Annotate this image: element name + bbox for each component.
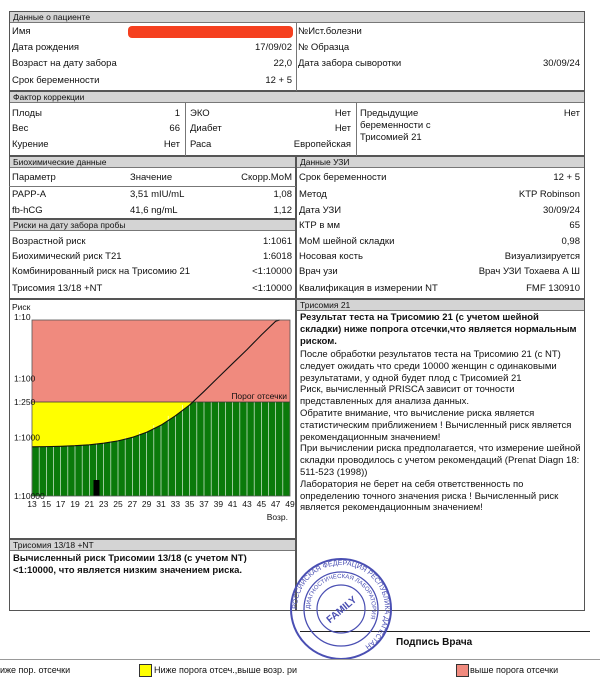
redaction-mark [128, 26, 293, 38]
legend-green-label: иже пор. отсечки [0, 665, 71, 675]
x-tick-label: 27 [127, 499, 138, 509]
uzi-row-label: Квалификация в измерении NT [299, 283, 438, 294]
uzi-row-value: 0,98 [561, 236, 580, 247]
risk-label: Комбинированный риск на Трисомию 21 [12, 266, 191, 277]
prev-value: Нет [563, 108, 580, 119]
race-value: Европейская [293, 139, 351, 150]
x-tick-label: 21 [84, 499, 95, 509]
x-tick-label: 43 [242, 499, 252, 509]
biochem-row-value: 3,51 mIU/mL [130, 189, 185, 200]
ivf-value: Нет [334, 108, 351, 119]
weight-value: 66 [169, 123, 180, 134]
correction-header: Фактор коррекции [10, 92, 584, 103]
age-label: Возраст на дату забора [12, 58, 117, 69]
stamp-center-text: FAMILY [324, 594, 360, 626]
risk-value: <1:10000 [252, 283, 292, 294]
x-tick-label: 39 [213, 499, 224, 509]
signature-label: Подпись Врача [396, 637, 473, 648]
uzi-row-label: Срок беременности [299, 172, 387, 183]
legend-red-label: выше порога отсечки [470, 665, 559, 675]
biochem-col-param: Параметр [12, 172, 56, 183]
stamp-ring-text: РОССИЙСКАЯ ФЕДЕРАЦИЯ РЕСПУБЛИКА ДАГЕСТАН [291, 559, 391, 651]
trisomy21-header: Трисомия 21 [297, 300, 584, 311]
dob-label: Дата рождения [12, 42, 80, 53]
ga-label: Срок беременности [12, 75, 100, 86]
t1318-text: Вычисленный риск Трисомии 13/18 (с учетом NT) <1:10000, что является низким значением риска. [13, 553, 247, 576]
biochem-row-param: PAPP-A [12, 189, 47, 200]
x-tick-label: 25 [113, 499, 123, 509]
smoking-value: Нет [163, 139, 180, 150]
x-tick-label: 17 [55, 499, 66, 509]
uzi-row-label: КТР в мм [299, 220, 341, 231]
trisomy21-body: После обработки результатов теста на Трисомию 21 (с NT) следует ожидать что среди 10000 женщин с одинаковыми результатами, у одной будет плод с Трисомией 21 Риск, вычисленный PRISCA зависит от точности представленных для анализа данных. Обратите внимание, что вычисление риска является статистическим приближением ! Вычисленный риск является рекомендационным значением! При вычислении риска предполагается, что измерение шейной складки проводилось с учетом рекомендаций (Prenat Diagn 18: 511-523 (1998)) Лаборатория не берет на себя ответственность по определению точного значения риска ! Вычисленный риск является рекомендационным значением! [300, 349, 581, 514]
uzi-row-label: Метод [299, 189, 327, 200]
dob-value: 17/09/02 [255, 42, 292, 53]
serum-date-value: 30/09/24 [543, 58, 580, 69]
uzi-row-label: Врач узи [299, 266, 338, 277]
x-tick-label: 47 [270, 499, 281, 509]
risk-value: <1:10000 [252, 266, 292, 277]
stamp-inner-text: ДИАГНОСТИЧЕСКАЯ ЛАБОРАТОРИЯ [305, 573, 377, 620]
y-tick-label: 1:10 [14, 312, 31, 322]
risk-chart [10, 310, 295, 538]
trisomy21-title: Результат теста на Трисомию 21 (с учетом шейной складки) ниже попрога отсечки,что является нормальным риском. [300, 312, 577, 347]
x-axis-label: Возр. [266, 512, 288, 522]
x-tick-label: 31 [156, 499, 166, 509]
legend-yellow-label: Ниже порога отсеч.,выше возр. ри [154, 665, 297, 675]
risk-value: 1:1061 [262, 236, 292, 247]
lab-stamp [288, 556, 394, 662]
ivf-label: ЭКО [190, 108, 210, 119]
x-tick-label: 49 [285, 499, 295, 509]
x-tick-label: 19 [70, 499, 80, 509]
serum-date-label: Дата забора сыворотки [298, 58, 402, 69]
legend-red-swatch [456, 664, 469, 677]
uzi-row-value: KTP Robinson [518, 189, 580, 200]
uzi-row-value: 30/09/24 [543, 205, 580, 216]
risks-header: Риски на дату забора пробы [10, 220, 295, 231]
x-tick-label: 37 [199, 499, 209, 509]
risk-value: 1:6018 [262, 251, 292, 262]
sample-label: № Образца [298, 42, 350, 53]
biochem-row-mom: 1,12 [273, 205, 292, 216]
biochem-row-mom: 1,08 [273, 189, 292, 200]
diabetes-label: Диабет [190, 123, 222, 134]
biochem-col-value: Значение [130, 172, 173, 183]
biochem-header: Биохимические данные [10, 157, 295, 168]
patient-header: Данные о пациенте [10, 12, 584, 23]
biochem-row-param: fb-hCG [12, 205, 43, 216]
prev-label-3: Трисомией 21 [360, 132, 422, 143]
y-tick-label: 1:250 [14, 397, 36, 408]
cutoff-label: Порог отсечки [231, 391, 287, 402]
x-tick-label: 15 [41, 499, 52, 509]
diabetes-value: Нет [334, 123, 351, 134]
case-label: №Ист.болезни [298, 26, 362, 37]
risk-label: Биохимический риск T21 [12, 251, 122, 262]
x-tick-label: 29 [141, 499, 152, 509]
uzi-row-value: Врач УЗИ Тохаева А Ш [478, 266, 580, 277]
uzi-row-value: 12 + 5 [553, 172, 580, 183]
x-tick-label: 45 [256, 499, 267, 509]
uzi-row-label: Носовая кость [299, 251, 363, 262]
y-tick-label: 1:1000 [14, 432, 40, 443]
race-label: Раса [190, 139, 212, 150]
t1318-header: Трисомия 13/18 +NT [10, 540, 295, 551]
legend-yellow-swatch [139, 664, 152, 677]
risk-label: Трисомия 13/18 +NT [12, 283, 103, 294]
uzi-row-value: Визуализируется [504, 251, 580, 262]
x-tick-label: 35 [184, 499, 195, 509]
x-tick-label: 33 [170, 499, 181, 509]
x-tick-label: 13 [27, 499, 37, 509]
risk-label: Возрастной риск [12, 236, 86, 247]
name-label: Имя [12, 26, 31, 37]
weight-label: Вес [12, 123, 29, 134]
prev-label-1: Предыдущие [360, 108, 419, 119]
patient-marker [94, 480, 100, 496]
fetus-label: Плоды [12, 108, 42, 119]
smoking-label: Курение [12, 139, 49, 150]
fetus-value: 1 [174, 108, 180, 119]
prev-label-2: беременности с [360, 120, 431, 131]
chart-title: Риск [12, 302, 31, 312]
zone-above-cutoff [32, 320, 290, 402]
biochem-row-value: 41,6 ng/mL [130, 205, 178, 216]
y-tick-label: 1:100 [14, 373, 36, 384]
uzi-row-value: 65 [569, 220, 580, 231]
uzi-row-label: МоМ шейной складки [299, 236, 395, 247]
y-tick-label: 1:10000 [14, 491, 45, 501]
x-tick-label: 41 [227, 499, 238, 509]
uzi-header: Данные УЗИ [297, 157, 584, 168]
x-tick-label: 23 [98, 499, 109, 509]
uzi-row-label: Дата УЗИ [299, 205, 342, 216]
age-value: 22,0 [273, 58, 292, 69]
biochem-col-mom: Скорр.МоМ [241, 172, 292, 183]
uzi-row-value: FMF 130910 [526, 283, 580, 294]
ga-value: 12 + 5 [265, 75, 292, 86]
